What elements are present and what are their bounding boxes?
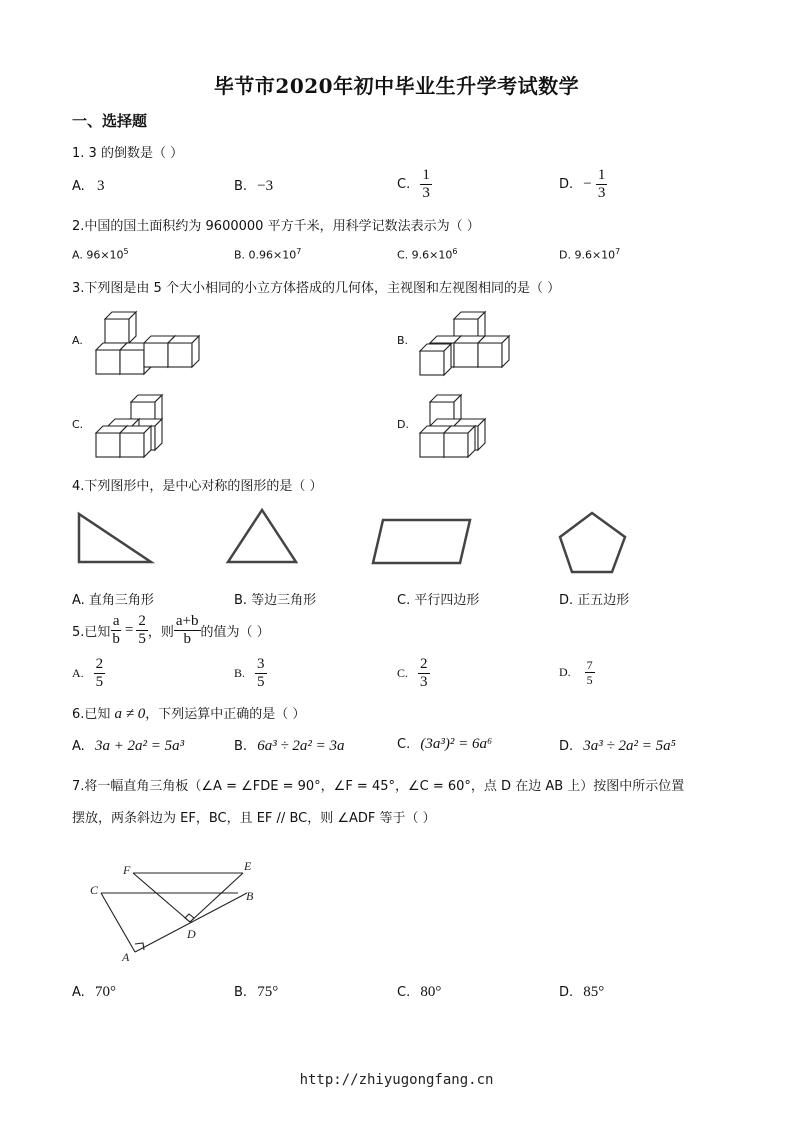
q7-option-b-label: B. <box>234 985 248 1000</box>
q5-equals: = <box>124 622 134 638</box>
fraction-denominator: b <box>183 631 191 647</box>
q3-option-a-label: A. <box>72 334 83 347</box>
page-title: 毕节市2020年初中毕业生升学考试数学 <box>213 74 580 98</box>
q1-option-c-label: C. <box>397 177 411 192</box>
q5-option-a-label: A. <box>72 666 84 680</box>
q3-option-d-label: D. <box>397 418 409 431</box>
q5-stem-mid: ，则 <box>147 625 174 640</box>
point-label-e: E <box>244 859 252 873</box>
q7-option-d <box>559 984 604 1001</box>
fraction-numerator: 7 <box>586 658 593 672</box>
question-7-line-1: 7.将一幅直角三角板（∠A = ∠FDE = 90°，∠F = 45°，∠C = 60°，点 D 在边 AB 上）按图中所示位置 <box>72 779 685 794</box>
q5-stem-post: 的值为（ ） <box>200 625 270 640</box>
fraction-denominator: 5 <box>138 631 146 647</box>
fraction-denominator: 5 <box>95 674 104 690</box>
q2-option-a-exponent: 5 <box>123 247 129 256</box>
q7-option-d-value: 85° <box>583 984 605 1000</box>
q1-option-b-value: −3 <box>257 178 274 194</box>
question-4-stem: 4.下列图形中，是中心对称的图形的是（ ） <box>72 479 323 494</box>
q5-option-b-label: B. <box>234 666 246 680</box>
fraction-numerator: 2 <box>138 613 146 629</box>
q6-condition: a ≠ 0 <box>114 706 146 722</box>
q2-option-c-exponent: 6 <box>452 247 458 256</box>
q6-option-a-label: A. <box>72 739 85 754</box>
q7-option-b <box>234 984 278 1001</box>
q6-option-c-expr: (3a³)² = 6a⁶ <box>420 736 493 752</box>
fraction-numerator: 2 <box>420 656 428 672</box>
q7-option-c-value: 80° <box>420 984 442 1000</box>
question-1-stem: 1. 3 的倒数是（ ） <box>72 146 184 161</box>
q6-option-d-label: D. <box>559 739 574 754</box>
q1-option-a-label: A. <box>72 179 85 194</box>
fraction-denominator: 3 <box>420 674 428 690</box>
q2-option-b-text: B. 0.96×10 <box>234 248 297 262</box>
q6-option-c-label: C. <box>397 737 411 752</box>
q5-option-c-label: C. <box>397 666 409 680</box>
q4-option-b: B. 等边三角形 <box>234 593 317 608</box>
q3-option-c-label: C. <box>72 418 84 431</box>
point-label-b: B <box>246 889 254 903</box>
footer-url-link[interactable]: http://zhiyugongfang.cn <box>299 1072 494 1088</box>
q6-stem-pre: 6.已知 <box>72 707 115 722</box>
fraction-numerator: 1 <box>597 167 606 183</box>
q5-option-d-label: D. <box>559 665 571 679</box>
fraction-denominator: b <box>112 631 120 647</box>
q2-option-a-text: A. 96×10 <box>72 248 124 262</box>
q5-stem-pre: 5.已知 <box>72 625 111 640</box>
q6-option-b-expr: 6a³ ÷ 2a² = 3a <box>257 738 345 754</box>
question-3-stem: 3.下列图是由 5 个大小相同的小立方体搭成的几何体，主视图和左视图相同的是（ ） <box>72 281 561 296</box>
point-label-d: D <box>187 927 196 941</box>
fraction-denominator: 5 <box>257 674 265 690</box>
q7-option-a <box>72 984 116 1001</box>
point-label-c: C <box>90 883 99 897</box>
fraction-numerator: a+b <box>175 613 199 629</box>
q6-option-b-label: B. <box>234 739 248 754</box>
point-label-a: A <box>122 950 130 964</box>
q2-option-d-text: D. 9.6×10 <box>559 248 616 262</box>
q6-option-a-expr: 3a + 2a² = 5a³ <box>94 738 185 754</box>
point-label-f: F <box>123 863 131 877</box>
fraction-numerator: a <box>112 613 120 629</box>
fraction-numerator: 3 <box>257 656 265 672</box>
fraction-denominator: 3 <box>597 185 606 201</box>
q1-option-b-label: B. <box>234 179 248 194</box>
question-2-stem: 2.中国的国土面积约为 9600000 平方千米，用科学记数法表示为（ ） <box>72 219 480 234</box>
q1-option-d-sign: − <box>583 176 592 192</box>
q7-option-b-value: 75° <box>257 984 279 1000</box>
q7-option-c-label: C. <box>397 985 411 1000</box>
q7-option-a-label: A. <box>72 985 85 1000</box>
q4-option-d: D. 正五边形 <box>559 593 630 608</box>
q7-option-d-label: D. <box>559 985 574 1000</box>
q7-option-a-value: 70° <box>94 984 116 1000</box>
section-heading: 一、选择题 <box>72 112 148 130</box>
fraction-denominator: 5 <box>586 673 593 687</box>
q1-option-a-value: 3 <box>96 178 105 194</box>
question-7-line-2: 摆放，两条斜边为 EF，BC，且 EF // BC，则 ∠ADF 等于（ ） <box>72 811 436 826</box>
fraction-numerator: 1 <box>422 167 430 183</box>
q2-option-c-text: C. 9.6×10 <box>397 248 453 262</box>
fraction-denominator: 3 <box>422 185 430 201</box>
q4-option-a: A. 直角三角形 <box>72 593 154 608</box>
q3-option-b-label: B. <box>397 334 409 347</box>
q6-stem-post: ，下列运算中正确的是（ ） <box>145 707 306 722</box>
q6-option-d-expr: 3a³ ÷ 2a² = 5a⁵ <box>583 738 676 754</box>
q1-option-d-label: D. <box>559 177 574 192</box>
q2-option-d-exponent: 7 <box>615 247 621 256</box>
q4-option-c: C. 平行四边形 <box>397 593 480 608</box>
fraction-numerator: 2 <box>95 656 104 672</box>
q7-option-c <box>397 984 441 1001</box>
q2-option-b-exponent: 7 <box>296 247 302 256</box>
